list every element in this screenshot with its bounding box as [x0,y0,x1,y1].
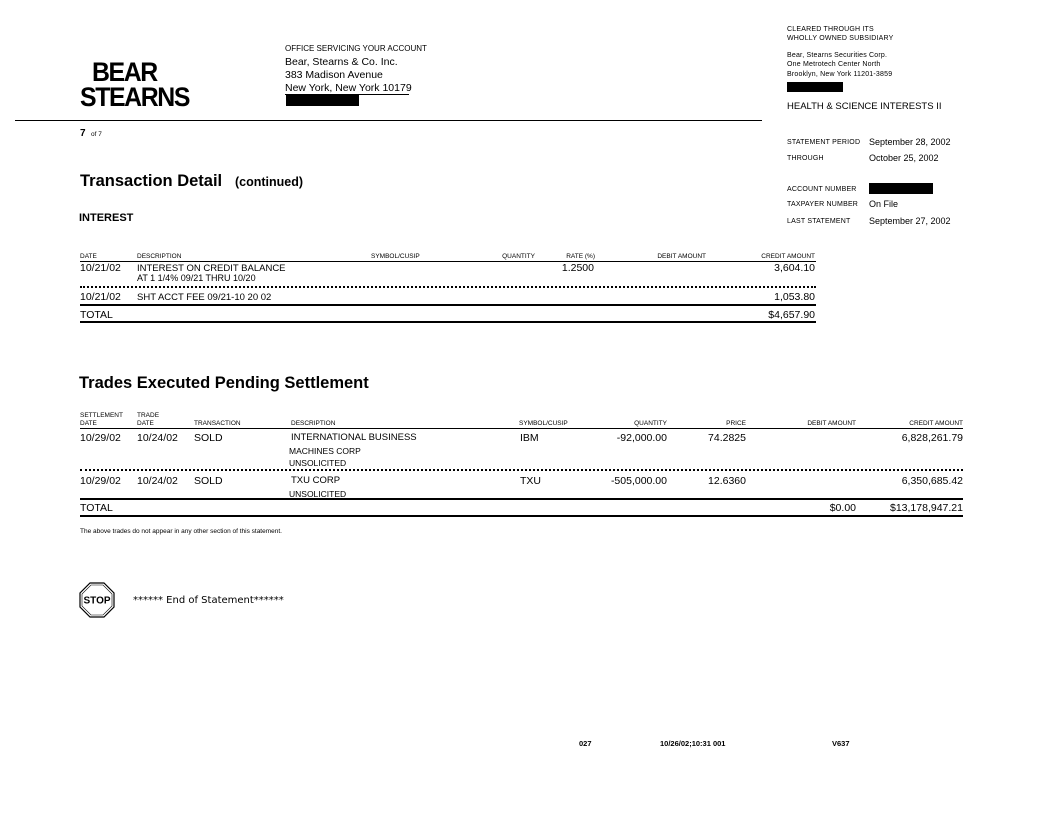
stop-sign-text: STOP [83,595,111,607]
office-heading: OFFICE SERVICING YOUR ACCOUNT [285,44,427,53]
row-symbol: TXU [520,475,541,487]
header-rule [15,120,762,121]
clearing-street: One Metrotech Center North [787,61,881,68]
row-settlement-date: 10/29/02 [80,475,121,487]
table-header-rule [80,428,963,429]
row-divider [80,286,816,288]
clearing-line-1: CLEARED THROUGH ITS [787,26,874,33]
office-name: Bear, Stearns & Co. Inc. [285,56,398,68]
total-rule-top [80,498,963,500]
footer-timestamp: 10/26/02;10:31 001 [660,739,726,748]
total-credit: $4,657.90 [768,309,815,321]
row-description: INTEREST ON CREDIT BALANCE [137,263,286,274]
row-description: TXU CORP [291,475,341,486]
total-rule-top [80,304,816,306]
logo-line-1: BEAR [91,57,157,87]
row-symbol: IBM [520,432,539,444]
col-header-quantity: QUANTITY [502,253,535,260]
through-label: THROUGH [787,155,824,162]
col-header-trade: TRADE [137,412,160,419]
total-rule-bottom [80,321,816,323]
row-description-2: UNSOLICITED [289,489,347,499]
col-header-transaction: TRANSACTION [194,420,241,427]
row-date: 10/21/02 [80,262,121,274]
col-header-price: PRICE [726,420,746,427]
total-debit: $0.00 [829,502,856,514]
continued-label: (continued) [235,175,304,189]
col-header-debit: DEBIT AMOUNT [657,253,706,260]
page-number: 7 [80,128,86,139]
row-quantity: -505,000.00 [610,475,667,487]
account-number-label: ACCOUNT NUMBER [787,186,857,193]
redacted-block [787,82,843,92]
through-value: October 25, 2002 [869,153,939,163]
stop-sign-icon [79,582,115,618]
col-header-symbol: SYMBOL/CUSIP [519,420,568,427]
trades-note: The above trades do not appear in any other section of this statement. [80,528,282,535]
row-trade-date: 10/24/02 [137,475,178,487]
total-credit: $13,178,947.21 [890,502,963,514]
row-trade-date: 10/24/02 [137,432,178,444]
taxpayer-value: On File [869,199,899,209]
col-header-settlement-date: DATE [80,420,97,427]
last-statement-value: September 27, 2002 [869,216,951,226]
row-price: 12.6360 [708,475,746,487]
office-street: 383 Madison Avenue [285,69,383,81]
row-date: 10/21/02 [80,291,121,303]
col-header-rate: RATE (%) [566,253,595,260]
page-of: of 7 [91,131,102,138]
footer-code: 027 [579,739,592,748]
col-header-description: DESCRIPTION [137,253,182,260]
row-description: INTERNATIONAL BUSINESS [291,432,417,443]
row-credit: 6,350,685.42 [901,475,963,487]
row-description-3: UNSOLICITED [289,458,347,468]
col-header-credit: CREDIT AMOUNT [909,420,963,427]
office-city: New York, New York 10179 [285,82,412,94]
taxpayer-label: TAXPAYER NUMBER [787,201,859,208]
row-price: 74.2825 [708,432,746,444]
redacted-account-number [869,183,933,194]
col-header-description: DESCRIPTION [291,420,336,427]
row-credit: 1,053.80 [774,291,815,303]
footer-code-2: V637 [832,739,850,748]
transaction-detail-title: Transaction Detail [80,172,223,190]
col-header-debit: DEBIT AMOUNT [807,420,856,427]
col-header-credit: CREDIT AMOUNT [761,253,815,260]
col-header-date: DATE [80,253,97,260]
row-description-2: AT 1 1/4% 09/21 THRU 10/20 [137,273,256,283]
total-label: TOTAL [80,502,113,514]
table-header-rule [80,261,816,262]
row-transaction: SOLD [194,475,223,487]
row-transaction: SOLD [194,432,223,444]
clearing-line-2: WHOLLY OWNED SUBSIDIARY [787,35,894,42]
interest-section-title: INTEREST [79,212,134,224]
clearing-name: Bear, Stearns Securities Corp. [787,52,888,59]
total-rule-bottom [80,515,963,517]
redacted-block [286,94,359,106]
end-of-statement: ****** End of Statement****** [133,595,284,606]
row-credit: 3,604.10 [774,262,815,274]
row-quantity: -92,000.00 [616,432,667,444]
bear-stearns-logo [80,57,190,112]
logo-line-2: STEARNS [80,82,190,112]
col-header-symbol: SYMBOL/CUSIP [371,253,420,260]
col-header-settlement: SETTLEMENT [80,412,123,419]
trades-title: Trades Executed Pending Settlement [79,374,369,392]
col-header-quantity: QUANTITY [634,420,667,427]
total-label: TOTAL [80,309,113,321]
last-statement-label: LAST STATEMENT [787,218,851,225]
col-header-trade-date: DATE [137,420,154,427]
period-value: September 28, 2002 [869,137,951,147]
row-rate: 1.2500 [561,262,594,274]
row-settlement-date: 10/29/02 [80,432,121,444]
row-description: SHT ACCT FEE 09/21-10 20 02 [137,292,272,303]
row-description-2: MACHINES CORP [289,446,361,456]
clearing-city: Brooklyn, New York 11201-3859 [787,71,893,78]
row-credit: 6,828,261.79 [901,432,963,444]
row-divider [80,469,963,471]
period-label: STATEMENT PERIOD [787,139,861,146]
account-name: HEALTH & SCIENCE INTERESTS II [787,101,942,112]
